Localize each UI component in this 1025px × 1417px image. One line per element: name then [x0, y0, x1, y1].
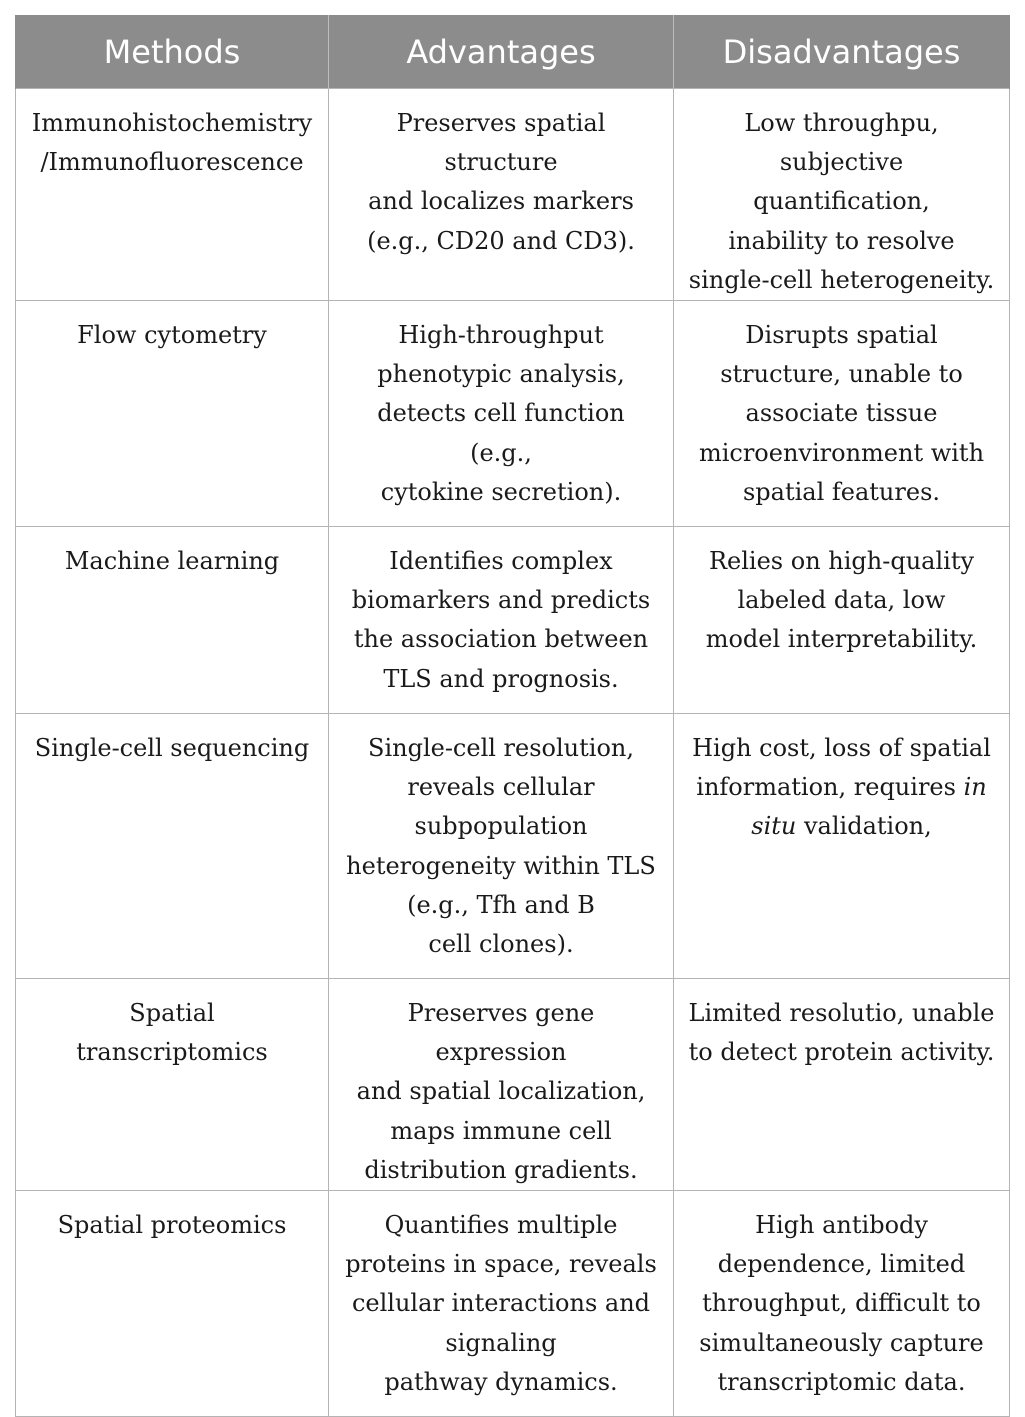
table-header	[16, 15, 1010, 89]
method-text: Immunohistochemistry /Immunofluorescence	[31, 109, 313, 177]
disadvantages-cell	[674, 527, 1010, 714]
disadvantages-cell	[674, 89, 1010, 301]
advantages-cell	[329, 301, 674, 527]
header-advantages: Advantages	[329, 15, 674, 89]
methods-comparison-table	[15, 15, 1010, 1417]
method-cell	[16, 1191, 329, 1417]
table-row	[16, 301, 1010, 527]
disadvantages-cell	[674, 1191, 1010, 1417]
method-text: Flow cytometry	[77, 321, 267, 350]
advantages-cell	[329, 1191, 674, 1417]
disadvantages-italic-part: situ	[751, 812, 797, 841]
disadvantages-cell	[674, 979, 1010, 1191]
header-methods: Methods	[16, 15, 329, 89]
method-text: Machine learning	[64, 547, 280, 576]
table-row	[16, 979, 1010, 1191]
disadvantages-text-part: validation,	[796, 812, 932, 841]
advantages-text: Identifies complex biomarkers and predicts the association between TLS and prognosis.	[351, 547, 651, 693]
advantages-text: Preserves gene expression and spatial localization, maps immune cell distribution gradients.	[356, 999, 646, 1184]
advantages-cell	[329, 527, 674, 714]
disadvantages-cell	[674, 714, 1010, 979]
method-cell	[16, 301, 329, 527]
method-cell	[16, 714, 329, 979]
disadvantages-text: Limited resolutio, unable to detect protein activity.	[688, 999, 995, 1067]
advantages-text: High-throughput phenotypic analysis, detects cell function (e.g., cytokine secretion).	[377, 321, 625, 506]
method-text: Single-cell sequencing	[34, 734, 310, 763]
table-row	[16, 1191, 1010, 1417]
disadvantages-text: High antibody dependence, limited throughput, difficult to simultaneously capture transcriptomic data.	[699, 1211, 984, 1396]
disadvantages-text: Disrupts spatial structure, unable to associate tissue microenvironment with spatial features.	[698, 321, 985, 506]
advantages-cell	[329, 714, 674, 979]
advantages-cell	[329, 979, 674, 1191]
disadvantages-text: Low throughpu, subjective quantification, inability to resolve single-cell heterogeneity.	[688, 109, 995, 294]
method-cell	[16, 89, 329, 301]
table-row	[16, 89, 1010, 301]
header-disadvantages: Disadvantages	[674, 15, 1010, 89]
advantages-cell	[329, 89, 674, 301]
method-cell	[16, 527, 329, 714]
table-row	[16, 527, 1010, 714]
disadvantages-cell	[674, 301, 1010, 527]
disadvantages-text: Relies on high-quality labeled data, low model interpretability.	[705, 547, 978, 654]
header-row	[16, 15, 1010, 89]
method-text: Spatial proteomics	[57, 1211, 287, 1240]
method-cell	[16, 979, 329, 1191]
advantages-text: Single-cell resolution, reveals cellular subpopulation heterogeneity within TLS (e.g., Tfh and B cell clones).	[346, 734, 656, 959]
disadvantages-italic-part: in	[963, 773, 987, 802]
advantages-text: Preserves spatial structure and localizes markers (e.g., CD20 and CD3).	[367, 109, 635, 255]
disadvantages-text	[688, 729, 995, 847]
advantages-text: Quantifies multiple proteins in space, reveals cellular interactions and signaling pathway dynamics.	[345, 1211, 657, 1396]
table-body	[16, 89, 1010, 1417]
table-row	[16, 714, 1010, 979]
disadvantages-text-part: High cost, loss of spatial information, requires	[692, 734, 991, 802]
method-text: Spatial transcriptomics	[76, 999, 268, 1067]
